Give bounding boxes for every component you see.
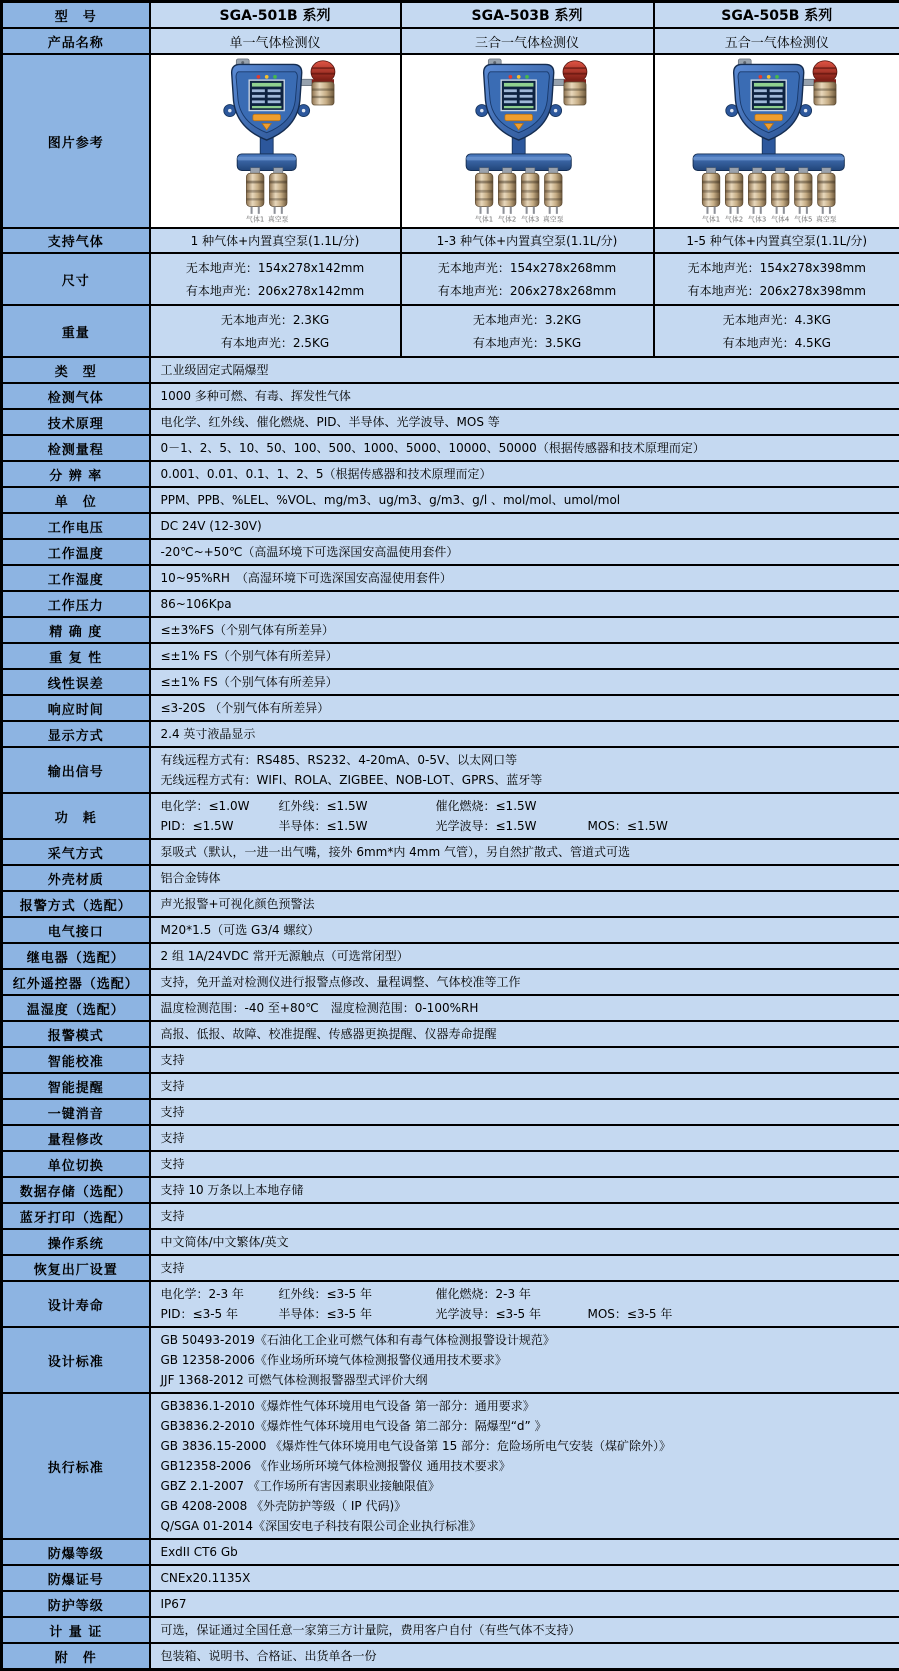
spec-row bbox=[2, 435, 899, 461]
size-with-alarm: 有本地声光：206x278x398mm bbox=[659, 279, 896, 302]
product-name-3: 五合一气体检测仪 bbox=[654, 28, 899, 54]
spec-segment: 半导体：≤1.5W bbox=[279, 817, 436, 835]
spec-line: CNEx20.1135X bbox=[161, 1568, 890, 1588]
spec-value bbox=[150, 747, 899, 793]
spec-row bbox=[2, 669, 899, 695]
spec-label: 报警方式（选配） bbox=[2, 891, 150, 917]
spec-label: 智能校准 bbox=[2, 1047, 150, 1073]
weight-no-alarm: 无本地声光：3.2KG bbox=[406, 308, 649, 331]
product-image-sga-505b bbox=[655, 58, 899, 224]
spec-line: 有线远程方式有：RS485、RS232、4-20mA、0-5V、以太网口等 bbox=[161, 750, 890, 770]
svg-text:气体2: 气体2 bbox=[498, 215, 516, 224]
spec-line: 10~95%RH （高湿环境下可选深国安高湿使用套件） bbox=[161, 568, 890, 588]
spec-line: ≤±3%FS（个别气体有所差异） bbox=[161, 620, 890, 640]
spec-row bbox=[2, 1229, 899, 1255]
spec-label: 工作电压 bbox=[2, 513, 150, 539]
gas-support-row bbox=[2, 228, 899, 253]
model-name-sga-503b: SGA-503B 系列 bbox=[401, 2, 654, 29]
spec-row bbox=[2, 357, 899, 383]
product-name-label: 产品名称 bbox=[2, 28, 150, 54]
spec-label: 分 辨 率 bbox=[2, 461, 150, 487]
spec-label: 工作温度 bbox=[2, 539, 150, 565]
spec-value bbox=[150, 1617, 899, 1643]
weight-row bbox=[2, 305, 899, 357]
spec-row bbox=[2, 487, 899, 513]
spec-line: 2 组 1A/24VDC 常开无源触点（可选常闭型） bbox=[161, 946, 890, 966]
spec-row bbox=[2, 1539, 899, 1565]
spec-line: GB 3836.15-2000 《爆炸性气体环境用电气设备第 15 部分：危险场所电气安装（煤矿除外）》 bbox=[161, 1436, 890, 1456]
spec-value bbox=[150, 995, 899, 1021]
spec-line: 中文简体/中文繁体/英文 bbox=[161, 1232, 890, 1252]
spec-segment: PID：≤3-5 年 bbox=[161, 1305, 279, 1323]
spec-label: 线性误差 bbox=[2, 669, 150, 695]
spec-line: 0.001、0.01、0.1、1、2、5（根据传感器和技术原理而定） bbox=[161, 464, 890, 484]
spec-label: 蓝牙打印（选配） bbox=[2, 1203, 150, 1229]
spec-value bbox=[150, 793, 899, 839]
spec-row bbox=[2, 1327, 899, 1393]
spec-row bbox=[2, 409, 899, 435]
spec-label: 工作压力 bbox=[2, 591, 150, 617]
model-name-sga-505b: SGA-505B 系列 bbox=[654, 2, 899, 29]
spec-label: 附 件 bbox=[2, 1643, 150, 1670]
weight-with-alarm: 有本地声光：2.5KG bbox=[155, 331, 396, 354]
spec-row bbox=[2, 617, 899, 643]
model-label: 型 号 bbox=[2, 2, 150, 29]
gas-support-3: 1-5 种气体+内置真空泵(1.1L/分) bbox=[654, 228, 899, 253]
spec-value bbox=[150, 1125, 899, 1151]
spec-value bbox=[150, 565, 899, 591]
product-name-row bbox=[2, 28, 899, 54]
spec-row bbox=[2, 1255, 899, 1281]
svg-text:气体2: 气体2 bbox=[725, 215, 743, 224]
spec-label: 防爆等级 bbox=[2, 1539, 150, 1565]
weight-with-alarm: 有本地声光：4.5KG bbox=[659, 331, 896, 354]
svg-text:气体1: 气体1 bbox=[475, 215, 493, 224]
spec-value bbox=[150, 1591, 899, 1617]
spec-segment: 半导体：≤3-5 年 bbox=[279, 1305, 436, 1323]
spec-line: 支持，免开盖对检测仪进行报警点修改、量程调整、气体校准等工作 bbox=[161, 972, 890, 992]
svg-text:真空泵: 真空泵 bbox=[816, 215, 837, 224]
spec-value bbox=[150, 1393, 899, 1539]
spec-row bbox=[2, 917, 899, 943]
spec-value bbox=[150, 891, 899, 917]
spec-value bbox=[150, 917, 899, 943]
spec-label: 一键消音 bbox=[2, 1099, 150, 1125]
spec-label: 重 复 性 bbox=[2, 643, 150, 669]
spec-segment: 电化学：≤1.0W bbox=[161, 797, 279, 815]
spec-segment: 红外线：≤3-5 年 bbox=[279, 1285, 436, 1303]
spec-line: 支持 bbox=[161, 1128, 890, 1148]
spec-segment: MOS：≤1.5W bbox=[588, 817, 668, 835]
spec-line: 2.4 英寸液晶显示 bbox=[161, 724, 890, 744]
spec-line: GBZ 2.1-2007 《工作场所有害因素职业接触限值》 bbox=[161, 1476, 890, 1496]
svg-text:气体1: 气体1 bbox=[702, 215, 720, 224]
spec-row bbox=[2, 1073, 899, 1099]
spec-value bbox=[150, 1281, 899, 1327]
gas-detector-illustration bbox=[677, 58, 877, 224]
spec-label: 类 型 bbox=[2, 357, 150, 383]
spec-row bbox=[2, 461, 899, 487]
spec-line: IP67 bbox=[161, 1594, 890, 1614]
spec-value bbox=[150, 943, 899, 969]
spec-value bbox=[150, 721, 899, 747]
spec-row bbox=[2, 1393, 899, 1539]
spec-value bbox=[150, 383, 899, 409]
spec-value bbox=[150, 1099, 899, 1125]
spec-line: 无线远程方式有：WIFI、ROLA、ZIGBEE、NOB-LOT、GPRS、蓝牙等 bbox=[161, 770, 890, 790]
spec-row bbox=[2, 1021, 899, 1047]
spec-row bbox=[2, 1643, 899, 1670]
weight-2 bbox=[401, 305, 654, 357]
spec-label: 采气方式 bbox=[2, 839, 150, 865]
spec-label: 外壳材质 bbox=[2, 865, 150, 891]
image-cell-2 bbox=[401, 54, 654, 228]
spec-value bbox=[150, 1021, 899, 1047]
spec-label: 设计寿命 bbox=[2, 1281, 150, 1327]
spec-segment: 催化燃烧：≤1.5W bbox=[436, 797, 588, 815]
spec-line: PPM、PPB、%LEL、%VOL、mg/m3、ug/m3、g/m3、g/l 、mol/mol、umol/mol bbox=[161, 490, 890, 510]
spec-segment: 光学波导：≤1.5W bbox=[436, 817, 588, 835]
svg-text:气体3: 气体3 bbox=[748, 215, 766, 224]
spec-label: 功 耗 bbox=[2, 793, 150, 839]
spec-value bbox=[150, 839, 899, 865]
spec-line: 0－1、2、5、10、50、100、500、1000、5000、10000、50000（根据传感器和技术原理而定） bbox=[161, 438, 890, 458]
image-cell-3 bbox=[654, 54, 899, 228]
spec-row bbox=[2, 591, 899, 617]
spec-row bbox=[2, 1203, 899, 1229]
spec-value bbox=[150, 1229, 899, 1255]
spec-line: DC 24V (12-30V) bbox=[161, 516, 890, 536]
spec-row bbox=[2, 969, 899, 995]
spec-line: -20℃~+50℃（高温环境下可选深国安高温使用套件） bbox=[161, 542, 890, 562]
spec-line: 铝合金铸体 bbox=[161, 868, 890, 888]
spec-line: 可选，保证通过全国任意一家第三方计量院，费用客户自付（有些气体不支持） bbox=[161, 1620, 890, 1640]
spec-line: M20*1.5（可选 G3/4 螺纹） bbox=[161, 920, 890, 940]
gas-detector-illustration bbox=[175, 58, 375, 224]
spec-line: 支持 bbox=[161, 1076, 890, 1096]
size-no-alarm: 无本地声光：154x278x142mm bbox=[155, 256, 396, 279]
spec-line: 1000 多种可燃、有毒、挥发性气体 bbox=[161, 386, 890, 406]
spec-line: 支持 bbox=[161, 1206, 890, 1226]
spec-line: 支持 bbox=[161, 1154, 890, 1174]
spec-value bbox=[150, 669, 899, 695]
spec-label: 精 确 度 bbox=[2, 617, 150, 643]
spec-row bbox=[2, 943, 899, 969]
spec-line: 声光报警+可视化颜色预警法 bbox=[161, 894, 890, 914]
weight-no-alarm: 无本地声光：2.3KG bbox=[155, 308, 396, 331]
spec-value bbox=[150, 1643, 899, 1670]
spec-label: 报警模式 bbox=[2, 1021, 150, 1047]
spec-rows bbox=[2, 357, 899, 1670]
size-3 bbox=[654, 253, 899, 305]
spec-label: 计 量 证 bbox=[2, 1617, 150, 1643]
spec-row bbox=[2, 1099, 899, 1125]
spec-line: 支持 bbox=[161, 1102, 890, 1122]
spec-value bbox=[150, 1327, 899, 1393]
spec-line: 支持 10 万条以上本地存储 bbox=[161, 1180, 890, 1200]
spec-value bbox=[150, 461, 899, 487]
spec-line: ≤±1% FS（个别气体有所差异） bbox=[161, 672, 890, 692]
product-name-1: 单一气体检测仪 bbox=[150, 28, 401, 54]
weight-label: 重量 bbox=[2, 305, 150, 357]
weight-1 bbox=[150, 305, 401, 357]
spec-label: 工作湿度 bbox=[2, 565, 150, 591]
spec-line: GB3836.1-2010《爆炸性气体环境用电气设备 第一部分：通用要求》 bbox=[161, 1396, 890, 1416]
spec-value bbox=[150, 865, 899, 891]
spec-value bbox=[150, 617, 899, 643]
spec-row bbox=[2, 1047, 899, 1073]
spec-line bbox=[161, 796, 890, 816]
spec-label: 红外遥控器（选配） bbox=[2, 969, 150, 995]
spec-value bbox=[150, 643, 899, 669]
spec-value bbox=[150, 1047, 899, 1073]
spec-label: 电气接口 bbox=[2, 917, 150, 943]
spec-line: 支持 bbox=[161, 1050, 890, 1070]
size-1 bbox=[150, 253, 401, 305]
spec-line: ≤3-20S （个别气体有所差异） bbox=[161, 698, 890, 718]
spec-line: 高报、低报、故障、校准提醒、传感器更换提醒、仪器寿命提醒 bbox=[161, 1024, 890, 1044]
spec-label: 显示方式 bbox=[2, 721, 150, 747]
spec-label: 继电器（选配） bbox=[2, 943, 150, 969]
spec-value bbox=[150, 539, 899, 565]
gas-detector-illustration bbox=[427, 58, 627, 224]
spec-row bbox=[2, 383, 899, 409]
spec-row bbox=[2, 721, 899, 747]
spec-value bbox=[150, 1073, 899, 1099]
spec-label: 温湿度（选配） bbox=[2, 995, 150, 1021]
spec-label: 响应时间 bbox=[2, 695, 150, 721]
spec-value bbox=[150, 591, 899, 617]
spec-label: 防爆证号 bbox=[2, 1565, 150, 1591]
size-no-alarm: 无本地声光：154x278x268mm bbox=[406, 256, 649, 279]
gas-support-label: 支持气体 bbox=[2, 228, 150, 253]
size-no-alarm: 无本地声光：154x278x398mm bbox=[659, 256, 896, 279]
spec-line: GB 50493-2019《石油化工企业可燃气体和有毒气体检测报警设计规范》 bbox=[161, 1330, 890, 1350]
spec-segment: 光学波导：≤3-5 年 bbox=[436, 1305, 588, 1323]
spec-line: 工业级固定式隔爆型 bbox=[161, 360, 890, 380]
size-row bbox=[2, 253, 899, 305]
spec-line: 电化学、红外线、催化燃烧、PID、半导体、光学波导、MOS 等 bbox=[161, 412, 890, 432]
spec-line bbox=[161, 1304, 890, 1324]
spec-label: 检测气体 bbox=[2, 383, 150, 409]
spec-row bbox=[2, 565, 899, 591]
product-image-sga-501b bbox=[151, 58, 400, 224]
spec-value bbox=[150, 1203, 899, 1229]
spec-row bbox=[2, 1151, 899, 1177]
model-row bbox=[2, 2, 899, 29]
spec-label: 量程修改 bbox=[2, 1125, 150, 1151]
spec-row bbox=[2, 793, 899, 839]
spec-row bbox=[2, 1617, 899, 1643]
spec-row bbox=[2, 1177, 899, 1203]
spec-row bbox=[2, 643, 899, 669]
spec-line: GB3836.2-2010《爆炸性气体环境用电气设备 第二部分：隔爆型“d” 》 bbox=[161, 1416, 890, 1436]
spec-segment: 电化学：2-3 年 bbox=[161, 1285, 279, 1303]
weight-3 bbox=[654, 305, 899, 357]
spec-line: JJF 1368-2012 可燃气体检测报警器型式评价大纲 bbox=[161, 1370, 890, 1390]
size-2 bbox=[401, 253, 654, 305]
spec-row bbox=[2, 747, 899, 793]
spec-segment: 红外线：≤1.5W bbox=[279, 797, 436, 815]
model-name-sga-501b: SGA-501B 系列 bbox=[150, 2, 401, 29]
svg-text:气体4: 气体4 bbox=[771, 215, 789, 224]
spec-value bbox=[150, 1177, 899, 1203]
spec-value bbox=[150, 1539, 899, 1565]
size-with-alarm: 有本地声光：206x278x142mm bbox=[155, 279, 396, 302]
spec-label: 防护等级 bbox=[2, 1591, 150, 1617]
spec-row bbox=[2, 1565, 899, 1591]
spec-line: 支持 bbox=[161, 1258, 890, 1278]
spec-line: Q/SGA 01-2014《深国安电子科技有限公司企业执行标准》 bbox=[161, 1516, 890, 1536]
spec-label: 恢复出厂设置 bbox=[2, 1255, 150, 1281]
spec-value bbox=[150, 1565, 899, 1591]
spec-line: GB 4208-2008 《外壳防护等级（ IP 代码)》 bbox=[161, 1496, 890, 1516]
spec-line: ExdII CT6 Gb bbox=[161, 1542, 890, 1562]
spec-row bbox=[2, 995, 899, 1021]
spec-label: 智能提醒 bbox=[2, 1073, 150, 1099]
spec-value bbox=[150, 1255, 899, 1281]
svg-text:气体1: 气体1 bbox=[246, 215, 264, 224]
spec-line: 包装箱、说明书、合格证、出货单各一份 bbox=[161, 1646, 890, 1666]
size-with-alarm: 有本地声光：206x278x268mm bbox=[406, 279, 649, 302]
spec-line: GB12358-2006 《作业场所环境气体检测报警仪 通用技术要求》 bbox=[161, 1456, 890, 1476]
spec-segment: MOS：≤3-5 年 bbox=[588, 1305, 673, 1323]
spec-label: 单 位 bbox=[2, 487, 150, 513]
product-name-2: 三合一气体检测仪 bbox=[401, 28, 654, 54]
weight-no-alarm: 无本地声光：4.3KG bbox=[659, 308, 896, 331]
spec-line: 86~106Kpa bbox=[161, 594, 890, 614]
spec-label: 检测量程 bbox=[2, 435, 150, 461]
spec-line: GB 12358-2006《作业场所环境气体检测报警仪通用技术要求》 bbox=[161, 1350, 890, 1370]
spec-label: 设计标准 bbox=[2, 1327, 150, 1393]
spec-value bbox=[150, 695, 899, 721]
image-row bbox=[2, 54, 899, 228]
size-label: 尺寸 bbox=[2, 253, 150, 305]
spec-value bbox=[150, 1151, 899, 1177]
spec-segment: 催化燃烧：2-3 年 bbox=[436, 1285, 588, 1303]
image-cell-1 bbox=[150, 54, 401, 228]
spec-row bbox=[2, 695, 899, 721]
image-label: 图片参考 bbox=[2, 54, 150, 228]
spec-row bbox=[2, 513, 899, 539]
spec-label: 单位切换 bbox=[2, 1151, 150, 1177]
product-image-sga-503b bbox=[402, 58, 653, 224]
spec-row bbox=[2, 1125, 899, 1151]
spec-value bbox=[150, 435, 899, 461]
svg-text:真空泵: 真空泵 bbox=[543, 215, 564, 224]
spec-label: 执行标准 bbox=[2, 1393, 150, 1539]
spec-row bbox=[2, 1591, 899, 1617]
spec-row bbox=[2, 1281, 899, 1327]
spec-value bbox=[150, 487, 899, 513]
svg-text:真空泵: 真空泵 bbox=[268, 215, 289, 224]
spec-row bbox=[2, 539, 899, 565]
gas-support-1: 1 种气体+内置真空泵(1.1L/分) bbox=[150, 228, 401, 253]
spec-line: ≤±1% FS（个别气体有所差异） bbox=[161, 646, 890, 666]
spec-row bbox=[2, 839, 899, 865]
spec-value bbox=[150, 409, 899, 435]
spec-row bbox=[2, 891, 899, 917]
spec-row bbox=[2, 865, 899, 891]
spec-line: 泵吸式（默认，一进一出气嘴，接外 6mm*内 4mm 气管），另自然扩散式、管道式可选 bbox=[161, 842, 890, 862]
spec-label: 输出信号 bbox=[2, 747, 150, 793]
spec-label: 数据存储（选配） bbox=[2, 1177, 150, 1203]
spec-line bbox=[161, 1284, 890, 1304]
spec-label: 操作系统 bbox=[2, 1229, 150, 1255]
spec-line: 温度检测范围：-40 至+80℃ 湿度检测范围：0-100%RH bbox=[161, 998, 890, 1018]
weight-with-alarm: 有本地声光：3.5KG bbox=[406, 331, 649, 354]
spec-value bbox=[150, 357, 899, 383]
gas-support-2: 1-3 种气体+内置真空泵(1.1L/分) bbox=[401, 228, 654, 253]
spec-value bbox=[150, 969, 899, 995]
svg-text:气体3: 气体3 bbox=[521, 215, 539, 224]
spec-label: 技术原理 bbox=[2, 409, 150, 435]
spec-line bbox=[161, 816, 890, 836]
spec-value bbox=[150, 513, 899, 539]
svg-text:气体5: 气体5 bbox=[794, 215, 812, 224]
spec-segment: PID：≤1.5W bbox=[161, 817, 279, 835]
